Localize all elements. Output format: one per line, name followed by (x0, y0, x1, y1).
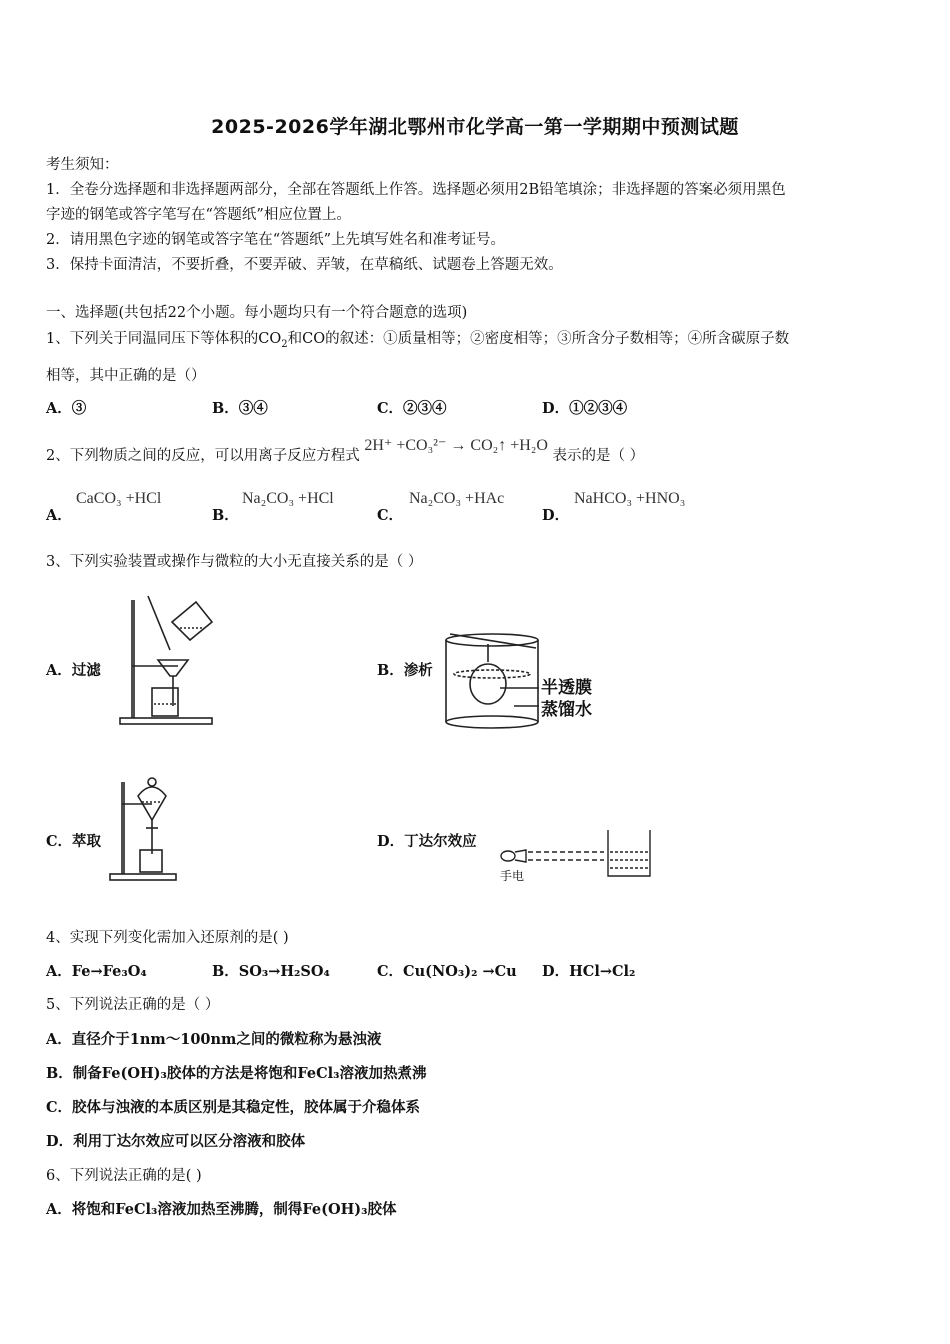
q2-stem-line (46, 437, 645, 465)
q2-option-d-eq: NaHCO₃ +HNO₃ (574, 490, 686, 507)
notice-item-3: 3．保持卡面清洁，不要折叠，不要弄破、弄皱，在草稿纸、试题卷上答题无效。 (46, 257, 563, 273)
notice-item-1a: 1．全卷分选择题和非选择题两部分，全部在答题纸上作答。选择题必须用2B铅笔填涂；非选择题的答案必须用黑色 (46, 182, 786, 198)
notice-item-1b: 字迹的钢笔或答字笔写在“答题纸”相应位置上。 (46, 207, 351, 223)
q2-stem: 2、下列物质之间的反应，可以用离子反应方程式 (46, 448, 360, 464)
q2-option-a[interactable]: A． (46, 507, 72, 524)
q5-option-a[interactable]: A．直径介于1nm～100nm之间的微粒称为悬浊液 (46, 1031, 382, 1048)
q1-option-c[interactable]: C．②③④ (377, 400, 447, 417)
q1-option-b[interactable]: B．③④ (212, 400, 268, 417)
q2-option-c[interactable]: C． (377, 507, 404, 524)
q2-tail: 表示的是（ ） (552, 448, 645, 464)
q1-stem (46, 327, 789, 350)
q3-option-d[interactable]: D．丁达尔效应 (377, 833, 477, 850)
q1-sub: 2 (281, 338, 288, 350)
section-heading: 一、选择题(共包括22个小题。每小题均只有一个符合题意的选项) (46, 305, 468, 321)
q5-option-c[interactable]: C．胶体与浊液的本质区别是其稳定性，胶体属于介稳体系 (46, 1099, 421, 1116)
q2-option-c-eq: Na₂CO₃ +HAc (409, 490, 505, 507)
q2-option-b[interactable]: B． (212, 507, 239, 524)
q3-stem: 3、下列实验装置或操作与微粒的大小无直接关系的是（ ） (46, 554, 423, 570)
q2-option-a-eq: CaCO₃ +HCl (76, 490, 162, 507)
q2-equation: 2H⁺ +CO₃²⁻ → CO₂↑ +H₂O (364, 437, 548, 454)
q4-option-d[interactable]: D．HCl→Cl₂ (542, 963, 636, 980)
page-title: 2025-2026学年湖北鄂州市化学高一第一学期期中预测试题 (211, 116, 739, 138)
q1-stem-b: 和CO的叙述：①质量相等；②密度相等；③所含分子数相等；④所含碳原子数 (287, 331, 790, 347)
q3-option-b[interactable]: B．渗析 (377, 662, 433, 679)
q4-option-c[interactable]: C．Cu(NO₃)₂ →Cu (377, 963, 517, 980)
distilled-water-label: 蒸馏水 (541, 700, 592, 720)
q5-option-b[interactable]: B．制备Fe(OH)₃胶体的方法是将饱和FeCl₃溶液加热煮沸 (46, 1065, 427, 1082)
q5-stem: 5、下列说法正确的是（ ） (46, 997, 220, 1013)
q4-stem: 4、实现下列变化需加入还原剂的是( ) (46, 930, 289, 946)
notice-heading: 考生须知： (46, 157, 119, 173)
q6-option-a[interactable]: A．将饱和FeCl₃溶液加热至沸腾，制得Fe(OH)₃胶体 (46, 1201, 397, 1218)
q6-stem: 6、下列说法正确的是( ) (46, 1168, 202, 1184)
q5-option-d[interactable]: D．利用丁达尔效应可以区分溶液和胶体 (46, 1133, 306, 1150)
extraction-apparatus-icon (108, 774, 178, 882)
q3-option-c[interactable]: C．萃取 (46, 833, 102, 850)
semipermeable-membrane-label: 半透膜 (541, 678, 592, 698)
q2-option-b-eq: Na₂CO₃ +HCl (242, 490, 334, 507)
q1-stem-c: 相等，其中正确的是（） (46, 368, 206, 384)
dialysis-labels (541, 677, 592, 721)
q3-option-a[interactable]: A．过滤 (46, 662, 101, 679)
q1-option-d[interactable]: D．①②③④ (542, 400, 628, 417)
q4-option-a[interactable]: A．Fe→Fe₃O₄ (46, 963, 147, 980)
notice-item-2: 2．请用黑色字迹的钢笔或答字笔在“答题纸”上先填写姓名和准考证号。 (46, 232, 506, 248)
q1-option-a[interactable]: A．③ (46, 400, 87, 417)
q2-options (46, 490, 906, 526)
q2-option-d[interactable]: D． (542, 507, 570, 524)
filtration-apparatus-icon (118, 592, 220, 726)
q1-stem-a: 1、下列关于同温同压下等体积的CO (46, 331, 282, 347)
q4-option-b[interactable]: B．SO₃→H₂SO₄ (212, 963, 330, 980)
flashlight-label: 手电 (500, 869, 525, 883)
